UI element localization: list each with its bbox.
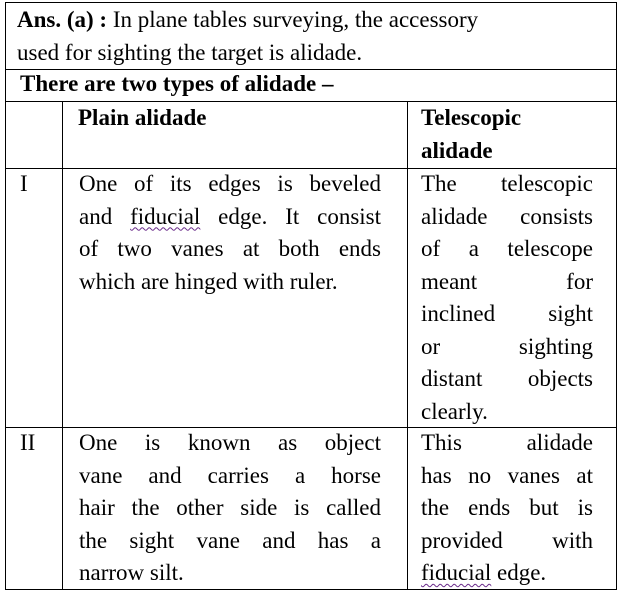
- text-line: the ends but is: [421, 495, 593, 520]
- row-numeral: I: [20, 171, 28, 196]
- text-line: The telescopic: [421, 171, 593, 196]
- text-line: One of its edges is beveled: [79, 171, 381, 196]
- text-line: or sighting: [421, 333, 593, 359]
- column-header-telescopic: [421, 102, 521, 167]
- text-line: narrow silt.: [79, 560, 184, 585]
- text-line: hair the other side is called: [79, 495, 381, 520]
- text-line: the sight vane and has a: [79, 527, 381, 553]
- text-line: has no vanes at: [421, 462, 593, 488]
- column-header-plain: Plain alidade: [78, 105, 207, 130]
- text-line: One is known as object: [79, 430, 381, 455]
- plain-cell: [79, 168, 381, 298]
- text-line: of a telescope: [421, 236, 593, 261]
- telescopic-cell: [421, 427, 593, 590]
- text-line: and fiducial edge. It consist: [79, 203, 382, 229]
- spellcheck-mark: fiducial: [130, 203, 201, 229]
- text-line: provided with: [421, 527, 593, 553]
- types-heading: There are two types of alidade –: [20, 71, 334, 96]
- text-line: of two vanes at both ends: [79, 236, 381, 261]
- column-header-telescopic-line1: Telescopic: [421, 105, 522, 130]
- answer-line-1: In plane tables surveying, the accessory: [112, 7, 479, 32]
- text-line: inclined sight: [421, 301, 593, 326]
- plain-cell: [79, 427, 381, 590]
- text-line: vane and carries a horse: [79, 462, 381, 488]
- text-line: alidade consists: [421, 203, 593, 229]
- column-header-telescopic-line2: alidade: [421, 137, 493, 163]
- answer-line-2: used for sighting the target is alidade.: [17, 39, 363, 65]
- answer-prefix: Ans. (a) :: [17, 7, 108, 32]
- row-numeral: II: [20, 430, 36, 455]
- text-line: meant for: [421, 268, 593, 294]
- text-line: distant objects: [421, 366, 593, 391]
- text-line: which are hinged with ruler.: [79, 268, 338, 294]
- text-line: This alidade: [421, 430, 593, 455]
- telescopic-cell: [421, 168, 593, 428]
- text-line: clearly.: [421, 398, 488, 424]
- answer-paragraph: [17, 4, 609, 69]
- text-line: fiducial edge.: [421, 560, 547, 585]
- column-divider-numeral: [62, 101, 63, 589]
- spellcheck-mark: fiducial: [421, 560, 492, 585]
- column-divider-plain: [407, 101, 408, 589]
